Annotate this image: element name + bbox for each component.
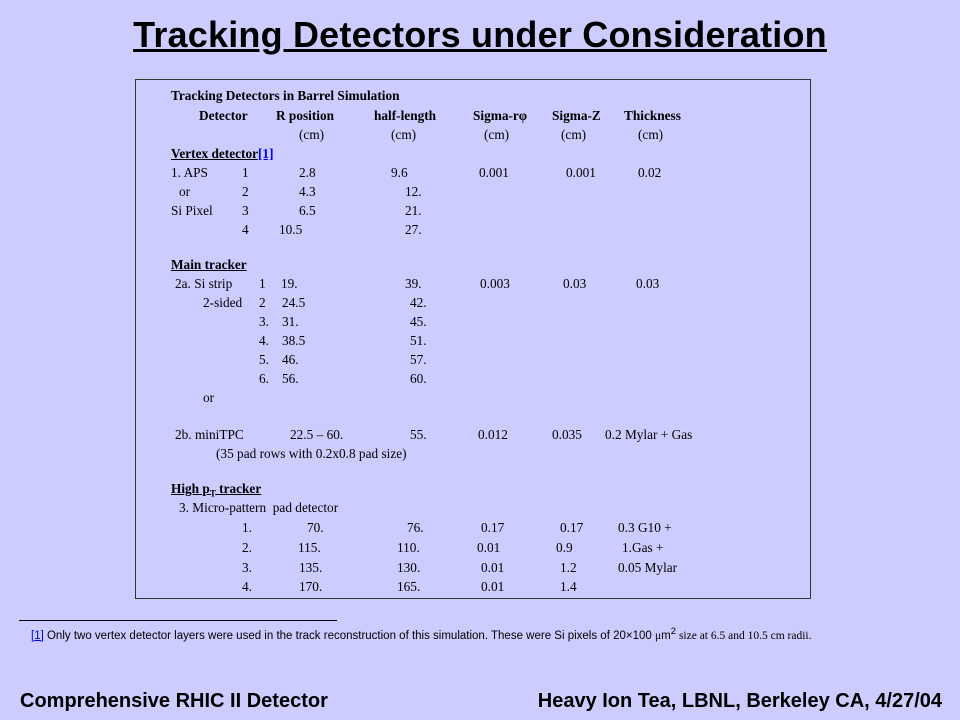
- main-row-2-layer: 2: [259, 295, 266, 310]
- main-row-4-layer: 4.: [259, 333, 269, 348]
- vertex-row-1-layer: 1: [242, 165, 249, 180]
- footnote-text: Only two vertex detector layers were used in the track reconstruction of this simulation. These were Si pixels of 20×100: [43, 629, 655, 642]
- main-row-2-r: 24.5: [282, 295, 306, 310]
- vertex-row-1-detector: 1. APS: [171, 165, 208, 180]
- highpt-row-3-thick: 0.05 Mylar: [618, 560, 678, 575]
- col-detector: Detector: [199, 108, 248, 123]
- highpt-label-pre: High p: [171, 481, 210, 496]
- col-half-length: half-length: [374, 108, 437, 123]
- footnote-ref-link[interactable]: [1]: [31, 629, 44, 642]
- highpt-row-1-layer: 1.: [242, 520, 252, 535]
- main-row-1-sigrphi: 0.003: [480, 276, 510, 291]
- vertex-row-2-half: 12.: [405, 184, 422, 199]
- highpt-tracker-label: [171, 481, 261, 502]
- main-row-4-half: 51.: [410, 333, 427, 348]
- highpt-row-3-half: 130.: [397, 560, 421, 575]
- highpt-row-2-r: 115.: [298, 540, 321, 555]
- highpt-row-1-sigrphi: 0.17: [481, 520, 505, 535]
- main-row-2-half: 42.: [410, 295, 427, 310]
- vertex-row-1-r: 2.8: [299, 165, 316, 180]
- main-row-3-r: 31.: [282, 314, 299, 329]
- col-thickness: Thickness: [624, 108, 681, 123]
- minitpc-thick: 0.2 Mylar + Gas: [605, 427, 693, 442]
- unit-r: (cm): [299, 127, 325, 142]
- main-row-1-detector: 2a. Si strip: [175, 276, 233, 291]
- main-row-1-r: 19.: [281, 276, 298, 291]
- highpt-row-4-layer: 4.: [242, 579, 252, 594]
- highpt-row-3-r: 135.: [299, 560, 323, 575]
- col-sigma-z: Sigma-Z: [552, 108, 601, 123]
- footnote-divider: [19, 620, 337, 621]
- vertex-row-4-r: 10.5: [279, 222, 303, 237]
- highpt-row-2-sigz: 0.9: [556, 540, 573, 555]
- highpt-row-2-sigrphi: 0.01: [477, 540, 501, 555]
- slide-title: Tracking Detectors under Consideration: [133, 14, 827, 55]
- vertex-row-3-detector: Si Pixel: [171, 203, 213, 218]
- vertex-row-3-r: 6.5: [299, 203, 316, 218]
- highpt-row-3-sigz: 1.2: [560, 560, 577, 575]
- main-row-5-r: 46.: [282, 352, 299, 367]
- highpt-row-2-layer: 2.: [242, 540, 252, 555]
- highpt-row-2-thick: 1.Gas +: [622, 540, 664, 555]
- vertex-row-3-layer: 3: [242, 203, 249, 218]
- vertex-row-1-thick: 0.02: [638, 165, 662, 180]
- footnote: [31, 626, 811, 642]
- highpt-label-post: tracker: [215, 481, 262, 496]
- highpt-row-1-thick: 0.3 G10 +: [618, 520, 672, 535]
- vertex-row-2-layer: 2: [242, 184, 249, 199]
- highpt-row-2-half: 110.: [397, 540, 420, 555]
- col-r-position: R position: [276, 108, 335, 123]
- highpt-row-4-half: 165.: [397, 579, 421, 594]
- footnote-tail: size at 6.5 and 10.5 cm radii.: [676, 629, 812, 642]
- main-row-3-layer: 3.: [259, 314, 269, 329]
- vertex-row-1-sigz: 0.001: [566, 165, 596, 180]
- main-row-5-layer: 5.: [259, 352, 269, 367]
- unit-sigma-z: (cm): [561, 127, 587, 142]
- vertex-footnote-link[interactable]: [1]: [258, 146, 274, 161]
- highpt-row-4-sigz: 1.4: [560, 579, 577, 594]
- main-row-6-r: 56.: [282, 371, 299, 386]
- minitpc-half: 55.: [410, 427, 427, 442]
- vertex-label-text: Vertex detector: [171, 146, 258, 161]
- footer-left: Comprehensive RHIC II Detector: [20, 690, 328, 712]
- main-row-1-sigz: 0.03: [563, 276, 587, 291]
- vertex-row-1-half: 9.6: [391, 165, 408, 180]
- unit-sigma-rphi: (cm): [484, 127, 510, 142]
- main-row-6-half: 60.: [410, 371, 427, 386]
- unit-thickness: (cm): [638, 127, 664, 142]
- or-label: or: [203, 390, 215, 405]
- col-sigma-rphi: Sigma-rφ: [473, 108, 528, 123]
- footer-right: Heavy Ion Tea, LBNL, Berkeley CA, 4/27/04: [537, 690, 942, 712]
- table-heading: Tracking Detectors in Barrel Simulation: [171, 88, 400, 103]
- footnote-unit-mu: μ: [654, 629, 662, 642]
- highpt-row-4-sigrphi: 0.01: [481, 579, 505, 594]
- minitpc-sigrphi: 0.012: [478, 427, 508, 442]
- highpt-label-sub: T: [209, 488, 216, 499]
- highpt-row-1-r: 70.: [307, 520, 324, 535]
- vertex-row-2-detector: or: [179, 184, 191, 199]
- minitpc-detector: 2b. miniTPC: [175, 427, 244, 442]
- main-row-1-thick: 0.03: [636, 276, 660, 291]
- highpt-row-1-half: 76.: [407, 520, 424, 535]
- main-row-5-half: 57.: [410, 352, 427, 367]
- highpt-row-3-layer: 3.: [242, 560, 252, 575]
- micro-pattern-label: 3. Micro-pattern pad detector: [179, 500, 339, 515]
- footnote-unit-exp: 2: [670, 626, 677, 637]
- minitpc-sigz: 0.035: [552, 427, 582, 442]
- table-panel: [135, 79, 811, 599]
- vertex-row-4-layer: 4: [242, 222, 249, 237]
- main-row-6-layer: 6.: [259, 371, 269, 386]
- vertex-section-label: [171, 146, 274, 162]
- main-row-2-detector: 2-sided: [203, 295, 243, 310]
- main-row-1-layer: 1: [259, 276, 266, 291]
- vertex-row-2-r: 4.3: [299, 184, 316, 199]
- vertex-row-1-sigrphi: 0.001: [479, 165, 509, 180]
- main-tracker-label: Main tracker: [171, 257, 247, 272]
- highpt-row-3-sigrphi: 0.01: [481, 560, 505, 575]
- main-row-4-r: 38.5: [282, 333, 306, 348]
- footnote-unit-m: m: [661, 629, 671, 642]
- vertex-row-4-half: 27.: [405, 222, 422, 237]
- minitpc-r: 22.5 – 60.: [290, 427, 344, 442]
- highpt-row-1-sigz: 0.17: [560, 520, 584, 535]
- main-row-3-half: 45.: [410, 314, 427, 329]
- unit-half: (cm): [391, 127, 417, 142]
- highpt-row-4-r: 170.: [299, 579, 323, 594]
- vertex-row-3-half: 21.: [405, 203, 422, 218]
- main-row-1-half: 39.: [405, 276, 422, 291]
- minitpc-note: (35 pad rows with 0.2x0.8 pad size): [216, 446, 407, 461]
